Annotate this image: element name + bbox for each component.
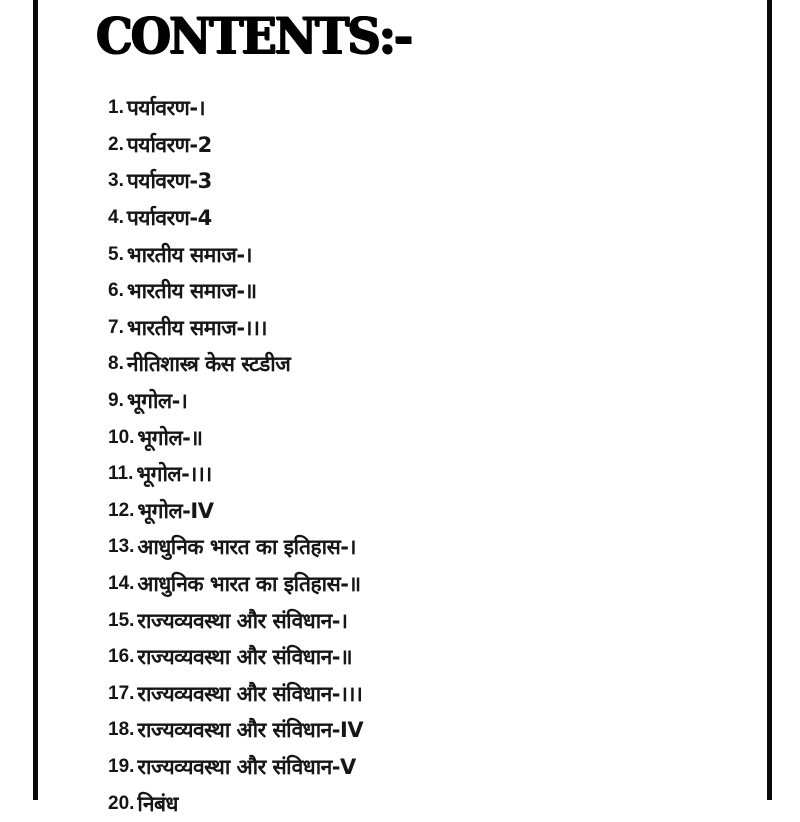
table-of-contents xyxy=(108,90,363,822)
toc-item-label: राज्यव्यवस्था और संविधान-॥ xyxy=(137,645,353,670)
toc-item-label: भारतीय समाज-।।। xyxy=(126,315,267,340)
toc-item-number: 8. xyxy=(108,353,124,375)
toc-item-label: पर्यावरण-2 xyxy=(126,132,212,157)
toc-item-8 xyxy=(108,346,363,383)
toc-item-13 xyxy=(108,529,363,566)
toc-item-17 xyxy=(108,676,363,713)
toc-item-number: 14. xyxy=(108,573,135,595)
toc-item-label: नीतिशास्त्र केस स्टडीज xyxy=(126,352,291,377)
toc-item-label: भूगोल-। xyxy=(126,389,188,414)
toc-item-number: 15. xyxy=(108,609,135,631)
toc-item-4 xyxy=(108,200,363,237)
toc-item-number: 5. xyxy=(108,243,124,265)
toc-item-number: 12. xyxy=(108,499,135,521)
toc-item-label: भारतीय समाज-। xyxy=(126,242,252,267)
page-title: CONTENTS:- xyxy=(96,6,412,65)
toc-item-19 xyxy=(108,749,363,786)
toc-item-number: 6. xyxy=(108,280,124,302)
toc-item-label: राज्यव्यवस्था और संविधान-IV xyxy=(137,718,364,743)
toc-item-1 xyxy=(108,90,363,127)
toc-item-label: राज्यव्यवस्था और संविधान-V xyxy=(137,754,356,779)
toc-item-label: पर्यावरण-3 xyxy=(126,169,212,194)
toc-item-number: 20. xyxy=(108,792,135,814)
toc-item-label: पर्यावरण-। xyxy=(126,96,206,121)
toc-item-number: 4. xyxy=(108,207,124,229)
toc-item-6 xyxy=(108,273,363,310)
toc-item-number: 7. xyxy=(108,316,124,338)
toc-item-label: पर्यावरण-4 xyxy=(126,206,212,231)
toc-item-14 xyxy=(108,566,363,603)
toc-item-2 xyxy=(108,127,363,164)
toc-item-number: 16. xyxy=(108,646,135,668)
toc-item-number: 10. xyxy=(108,426,135,448)
toc-item-12 xyxy=(108,493,363,530)
toc-item-9 xyxy=(108,383,363,420)
toc-item-7 xyxy=(108,310,363,347)
toc-item-label: राज्यव्यवस्था और संविधान-।।। xyxy=(137,681,363,706)
toc-item-11 xyxy=(108,456,363,493)
toc-item-20 xyxy=(108,785,363,822)
toc-item-label: भारतीय समाज-॥ xyxy=(126,279,257,304)
toc-item-15 xyxy=(108,602,363,639)
toc-item-18 xyxy=(108,712,363,749)
toc-item-number: 17. xyxy=(108,682,135,704)
toc-item-number: 13. xyxy=(108,536,135,558)
toc-item-number: 18. xyxy=(108,719,135,741)
toc-item-label: राज्यव्यवस्था और संविधान-। xyxy=(137,608,348,633)
toc-item-3 xyxy=(108,163,363,200)
toc-item-number: 19. xyxy=(108,755,135,777)
toc-item-10 xyxy=(108,419,363,456)
toc-item-label: निबंध xyxy=(137,791,178,816)
toc-item-number: 9. xyxy=(108,390,124,412)
toc-item-16 xyxy=(108,639,363,676)
toc-item-label: भूगोल-।।। xyxy=(136,462,212,487)
toc-item-number: 2. xyxy=(108,133,124,155)
toc-item-5 xyxy=(108,236,363,273)
toc-item-label: आधुनिक भारत का इतिहास-॥ xyxy=(137,572,361,597)
toc-item-label: भूगोल-॥ xyxy=(137,425,203,450)
toc-item-label: आधुनिक भारत का इतिहास-। xyxy=(137,535,356,560)
toc-item-number: 3. xyxy=(108,170,124,192)
toc-item-label: भूगोल-IV xyxy=(137,498,214,523)
toc-item-number: 11. xyxy=(108,463,134,485)
toc-item-number: 1. xyxy=(108,97,124,119)
